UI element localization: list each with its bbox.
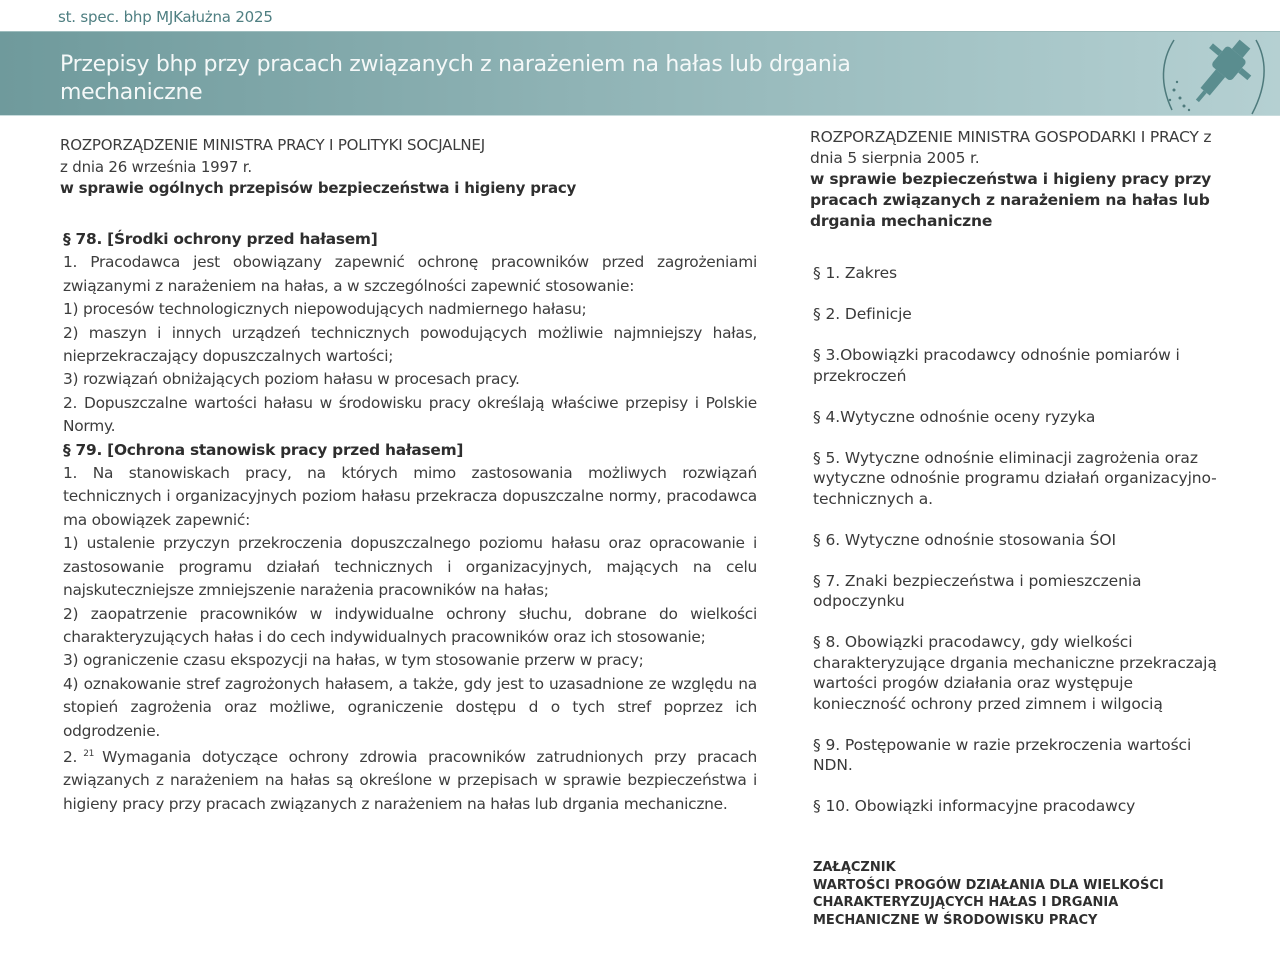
jackhammer-icon: [1144, 32, 1274, 115]
paragraph-number: 2.: [63, 748, 78, 767]
toc-item: § 8. Obowiązki pracodawcy, gdy wielkości charakteryzujące drgania mechaniczne przekraczają wartości progów działania oraz występuje konieczność ochrony przed zimnem i wilgocią: [813, 633, 1217, 713]
toc-item: § 4.Wytyczne odnośnie oceny ryzyka: [813, 407, 1096, 426]
toc-item: § 3.Obowiązki pracodawcy odnośnie pomiarów i przekroczeń: [813, 346, 1180, 385]
section-79-item-4: 4) oznakowanie stref zagrożonych hałasem, a także, gdy jest to uzasadnione ze względu na stopień zagrożenia oraz możliwe, ograniczenie dostępu d o tych stref poprzez ich odgrodzenie.: [63, 674, 757, 740]
section-79-item-2: 2) zaopatrzenie pracowników w indywidualne ochrony słuchu, dobrane do wielkości charakteryzujących hałas i do cech indywidualnych pracowników oraz ich stosowanie;: [63, 604, 757, 646]
paragraph-text: Wymagania dotyczące ochrony zdrowia pracowników zatrudnionych przy pracach związanych z narażeniem na hałas są określone w przepisach w sprawie bezpieczeństwa i higieny pracy przy pracach związanych z narażeniem na hałas lub drgania mechaniczne.: [63, 748, 757, 813]
annex-heading: [813, 859, 1223, 929]
regulation-contents-list: [813, 263, 1223, 837]
section-78-paragraph-2: 2. Dopuszczalne wartości hałasu w środowisku pracy określają właściwe przepisy i Polskie Normy.: [63, 393, 757, 436]
regulation-title: ROZPORZĄDZENIE MINISTRA GOSPODARKI I PRACY z dnia 5 sierpnia 2005 r.: [810, 128, 1212, 167]
section-79-title: § 79. [Ochrona stanowisk pracy przed hałasem]: [63, 440, 464, 459]
section-78-item-3: 3) rozwiązań obniżających poziom hałasu w procesach pracy.: [63, 370, 520, 389]
section-79-item-3: 3) ograniczenie czasu ekspozycji na hałas, w tym stosowanie przerw w pracy;: [63, 651, 644, 670]
toc-item: § 9. Postępowanie w razie przekroczenia wartości NDN.: [813, 735, 1192, 774]
page-title: Przepisy bhp przy pracach związanych z narażeniem na hałas lub drgania mechaniczne: [60, 52, 851, 105]
toc-item: § 5. Wytyczne odnośnie eliminacji zagrożenia oraz wytyczne odnośnie programu działań organizacyjno-technicznych a.: [813, 448, 1217, 508]
left-regulation-header: [60, 135, 757, 200]
annex-title: WARTOŚCI PROGÓW DZIAŁANIA DLA WIELKOŚCI CHARAKTERYZUJĄCYCH HAŁAS I DRGANIA MECHANICZNE W ŚRODOWISKU PRACY: [813, 877, 1164, 928]
annex-label: ZAŁĄCZNIK: [813, 860, 896, 875]
regulation-subject: w sprawie bezpieczeństwa i higieny pracy przy pracach związanych z narażeniem na hałas lub drgania mechaniczne: [810, 170, 1212, 230]
toc-item: § 2. Definicje: [813, 305, 912, 323]
footnote-marker[interactable]: 21: [83, 748, 95, 759]
regulation-date: z dnia 26 września 1997 r.: [60, 157, 252, 176]
toc-item: § 1. Zakres: [813, 264, 898, 282]
section-79-item-1: 1) ustalenie przyczyn przekroczenia dopuszczalnego poziomu hałasu oraz opracowanie i zastosowanie programu działań technicznych i organizacyjnych, mających na celu najskuteczniejsze zmniejszenie narażenia pracowników na hałas;: [63, 534, 757, 600]
author-note: st. spec. bhp MJKałużna 2025: [58, 8, 273, 26]
law-text: [63, 228, 757, 816]
toc-item: § 10. Obowiązki informacyjne pracodawcy: [813, 797, 1136, 815]
toc-item: § 6. Wytyczne odnośnie stosowania ŚOI: [813, 530, 1116, 549]
regulation-subject: w sprawie ogólnych przepisów bezpieczeństwa i higieny pracy: [60, 179, 577, 197]
section-78-paragraph-1: 1. Pracodawca jest obowiązany zapewnić ochronę pracowników przed zagrożeniami związanymi z narażeniem na hałas, a w szczególności zapewnić stosowanie:: [63, 253, 757, 295]
section-78-title: § 78. [Środki ochrony przed hałasem]: [63, 230, 378, 248]
right-regulation-header: [810, 127, 1220, 232]
section-79-paragraph-1: 1. Na stanowiskach pracy, na których mimo zastosowania możliwych rozwiązań technicznych i organizacyjnych poziom hałasu przekracza dopuszczalne normy, pracodawca ma obowiązek zapewnić:: [63, 464, 757, 529]
title-banner: [0, 31, 1280, 116]
section-79-paragraph-2: [63, 743, 757, 816]
section-78-item-1: 1) procesów technologicznych niepowodujących nadmiernego hałasu;: [63, 300, 587, 319]
toc-item: § 7. Znaki bezpieczeństwa i pomieszczenia odpoczynku: [813, 571, 1142, 610]
regulation-title: ROZPORZĄDZENIE MINISTRA PRACY I POLITYKI SOCJALNEJ: [60, 136, 485, 154]
section-78-item-2: 2) maszyn i innych urządzeń technicznych powodujących możliwie najmniejszy hałas, nieprzekraczający dopuszczalnych wartości;: [63, 323, 757, 366]
